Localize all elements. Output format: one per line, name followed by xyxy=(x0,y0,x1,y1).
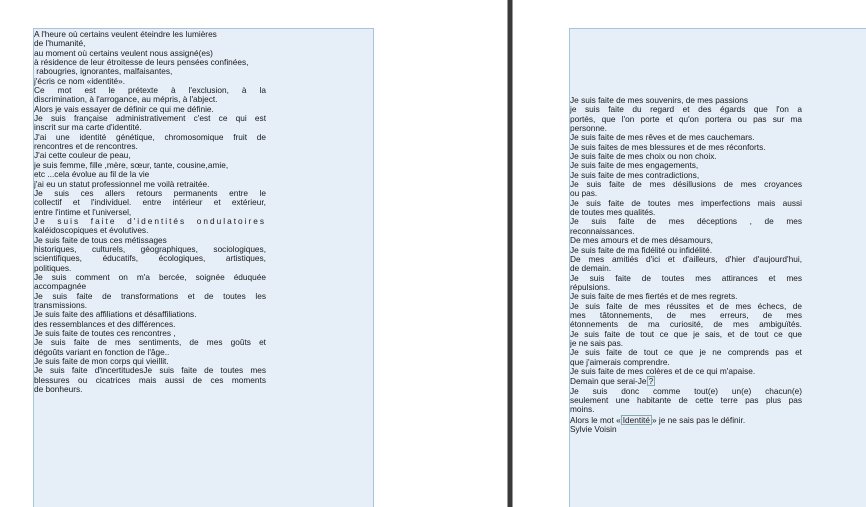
text-line: de l'humanité, xyxy=(34,38,86,49)
text-line: etc ...cela évolue au fil de la vie xyxy=(34,169,150,180)
text-line: kaléidoscopiques et évolutives. xyxy=(34,225,149,236)
text-line: dégoûts variant en fonction de l'âge.. xyxy=(34,346,170,357)
text-line: mes tâtonnements, de mes erreurs, de mes xyxy=(570,309,802,320)
text-line: je ne sais pas. xyxy=(570,337,624,348)
text-line: Je suis faite de transformations et de toutes les xyxy=(34,290,266,301)
text-line: Je suis faite de mes réussites et de mes échecs, de xyxy=(570,300,802,311)
text-line: Je suis française administrativement c'est ce qui est xyxy=(34,113,266,124)
text-line: transmissions. xyxy=(34,299,88,310)
text-line: inscrit sur ma carte d'identité. xyxy=(34,122,142,133)
text-line: Je suis faite d'identités ondulatoires xyxy=(34,215,266,226)
document-page-left xyxy=(33,28,374,507)
text-line: seulement une habitante de cette terre pas plus pas xyxy=(570,395,802,405)
text-line: de bonheurs. xyxy=(34,384,83,395)
text-line: Je suis faite de mes sentiments, de mes goûts et xyxy=(34,337,266,348)
text-line: j'écris ce nom «identité». xyxy=(34,75,126,86)
document-page-right xyxy=(569,28,866,507)
text-line: Je suis faite de mes choix ou non choix. xyxy=(570,151,717,162)
page-gap-divider xyxy=(507,0,513,507)
text-line: Je suis faite de ma fidélité ou infidélité. xyxy=(570,244,713,255)
signature-line: Sylvie Voisin xyxy=(570,424,617,435)
text-line: entre l'intime et l'universel, xyxy=(34,206,132,217)
text-line: Je suis faite de tout ce que je sais, et de tout ce que xyxy=(570,328,802,339)
text-line: De mes amours et de mes désamours, xyxy=(570,235,713,246)
text-line: que j'aimerais comprendre. xyxy=(570,356,670,367)
page-text-right xyxy=(570,96,802,434)
text-line: Je suis faite de mes colères et de ce qui m'apaise. xyxy=(570,365,756,376)
text-line: Je suis faite de mon corps qui vieillit. xyxy=(34,356,169,367)
field-mark: ? xyxy=(648,376,654,387)
text-fragment: Alors le mot « xyxy=(570,414,621,425)
text-line: discrimination, à l'arrogance, au mépris, à l'abject. xyxy=(34,94,218,105)
text-line: au moment où certains veulent nous assigné(es) xyxy=(34,47,213,58)
text-line: scientifiques, éducatifs, écologiques, artistiques, xyxy=(34,253,266,264)
text-line: Je suis donc comme tout(e) un(e) chacun(e) xyxy=(570,385,802,396)
text-fragment: » je ne sais pas le définir. xyxy=(651,414,746,425)
text-line: de demain. xyxy=(570,263,612,274)
text-line: rabougries, ignorantes, malfaisantes, xyxy=(34,66,173,77)
text-line: répulsions. xyxy=(570,281,611,292)
text-line: de toutes mes qualités. xyxy=(570,207,656,218)
text-line: étonnements de ma curiosité, de mes ambiguïtés. xyxy=(570,319,802,330)
text-line: Je suis faite d'incertitudesJe suis faite de toutes mes xyxy=(34,365,266,376)
text-line: Je suis faite de mes contradictions, xyxy=(570,169,700,180)
text-line: Ce mot est le prétexte à l'exclusion, à la xyxy=(34,85,266,96)
text-line: historiques, culturels, géographiques, sociologiques, xyxy=(34,243,266,254)
text-line: Je suis faite des affiliations et désaffiliations. xyxy=(34,309,197,320)
text-fragment: Demain que serai-Je xyxy=(570,376,647,387)
text-line: des ressemblances et des différences. xyxy=(34,318,176,329)
text-line: Je suis faite de tous ces métissages xyxy=(34,234,167,245)
text-line: moins. xyxy=(570,404,595,415)
text-line: blessures ou cicatrices mais aussi de ces moments xyxy=(34,374,266,385)
text-line: accompagnée xyxy=(34,281,87,292)
text-line: je suis faite du regard et des égards que l'on a xyxy=(570,104,802,115)
text-line: je suis femme, fille ,mère, sœur, tante, cousine,amie, xyxy=(34,159,229,170)
text-line: Je suis faite de toutes ces rencontres , xyxy=(34,328,176,338)
text-line: personne. xyxy=(570,123,607,134)
text-line: Je suis faite de mes engagements, xyxy=(570,160,699,171)
text-line: Je suis faite de toutes mes attirances et mes xyxy=(570,272,802,283)
text-line: Je suis faite de mes déceptions , de mes xyxy=(570,216,802,227)
text-line: Je suis faite de mes souvenirs, de mes passions xyxy=(570,95,749,105)
text-line: Alors je vais essayer de définir ce qui me définie. xyxy=(34,103,214,114)
text-line: De mes amitiés d'ici et d'ailleurs, d'hier d'aujourd'hui, xyxy=(570,253,802,264)
text-line: Je suis faite de tout ce que je ne comprends pas et xyxy=(570,347,802,358)
text-line: j'ai eu un statut professionnel me voilà retraitée. xyxy=(34,178,210,189)
text-line: portés, que l'on porte et qu'on portera ou pas sur ma xyxy=(570,113,802,124)
text-line: Je suis faite de toutes mes imperfections mais aussi xyxy=(570,197,802,208)
text-line: J'ai une identité génétique, chromosomique fruit de xyxy=(34,131,266,142)
text-line: rencontres et de rencontres. xyxy=(34,141,138,152)
text-line: Je suis faites de mes blessures et de mes réconforts. xyxy=(570,141,766,152)
field-mark: Identité xyxy=(622,414,650,425)
text-line: collectif et l'individuel. entre intérieur et extérieur, xyxy=(34,197,266,208)
text-line: à résidence de leur étroitesse de leurs pensées confinées, xyxy=(34,57,249,68)
text-line: reconnaissances. xyxy=(570,225,635,236)
text-line: politiques. xyxy=(34,262,72,273)
page-text-left xyxy=(34,30,266,394)
text-line: J'ai cette couleur de peau, xyxy=(34,150,131,161)
text-line: Je suis ces allers retours permanents entre le xyxy=(34,187,266,198)
text-line: Je suis faite de mes fiertés et de mes regrets. xyxy=(570,291,738,302)
text-line: Je suis comment on m'a bercée, soignée éduquée xyxy=(34,271,266,282)
text-line: Je suis faite de mes désillusions de mes croyances xyxy=(570,179,802,190)
text-line: Je suis faite de mes rêves et de mes cauchemars. xyxy=(570,132,755,143)
text-line: A l'heure où certains veulent éteindre les lumières xyxy=(34,29,217,39)
text-line: ou pas. xyxy=(570,188,598,199)
